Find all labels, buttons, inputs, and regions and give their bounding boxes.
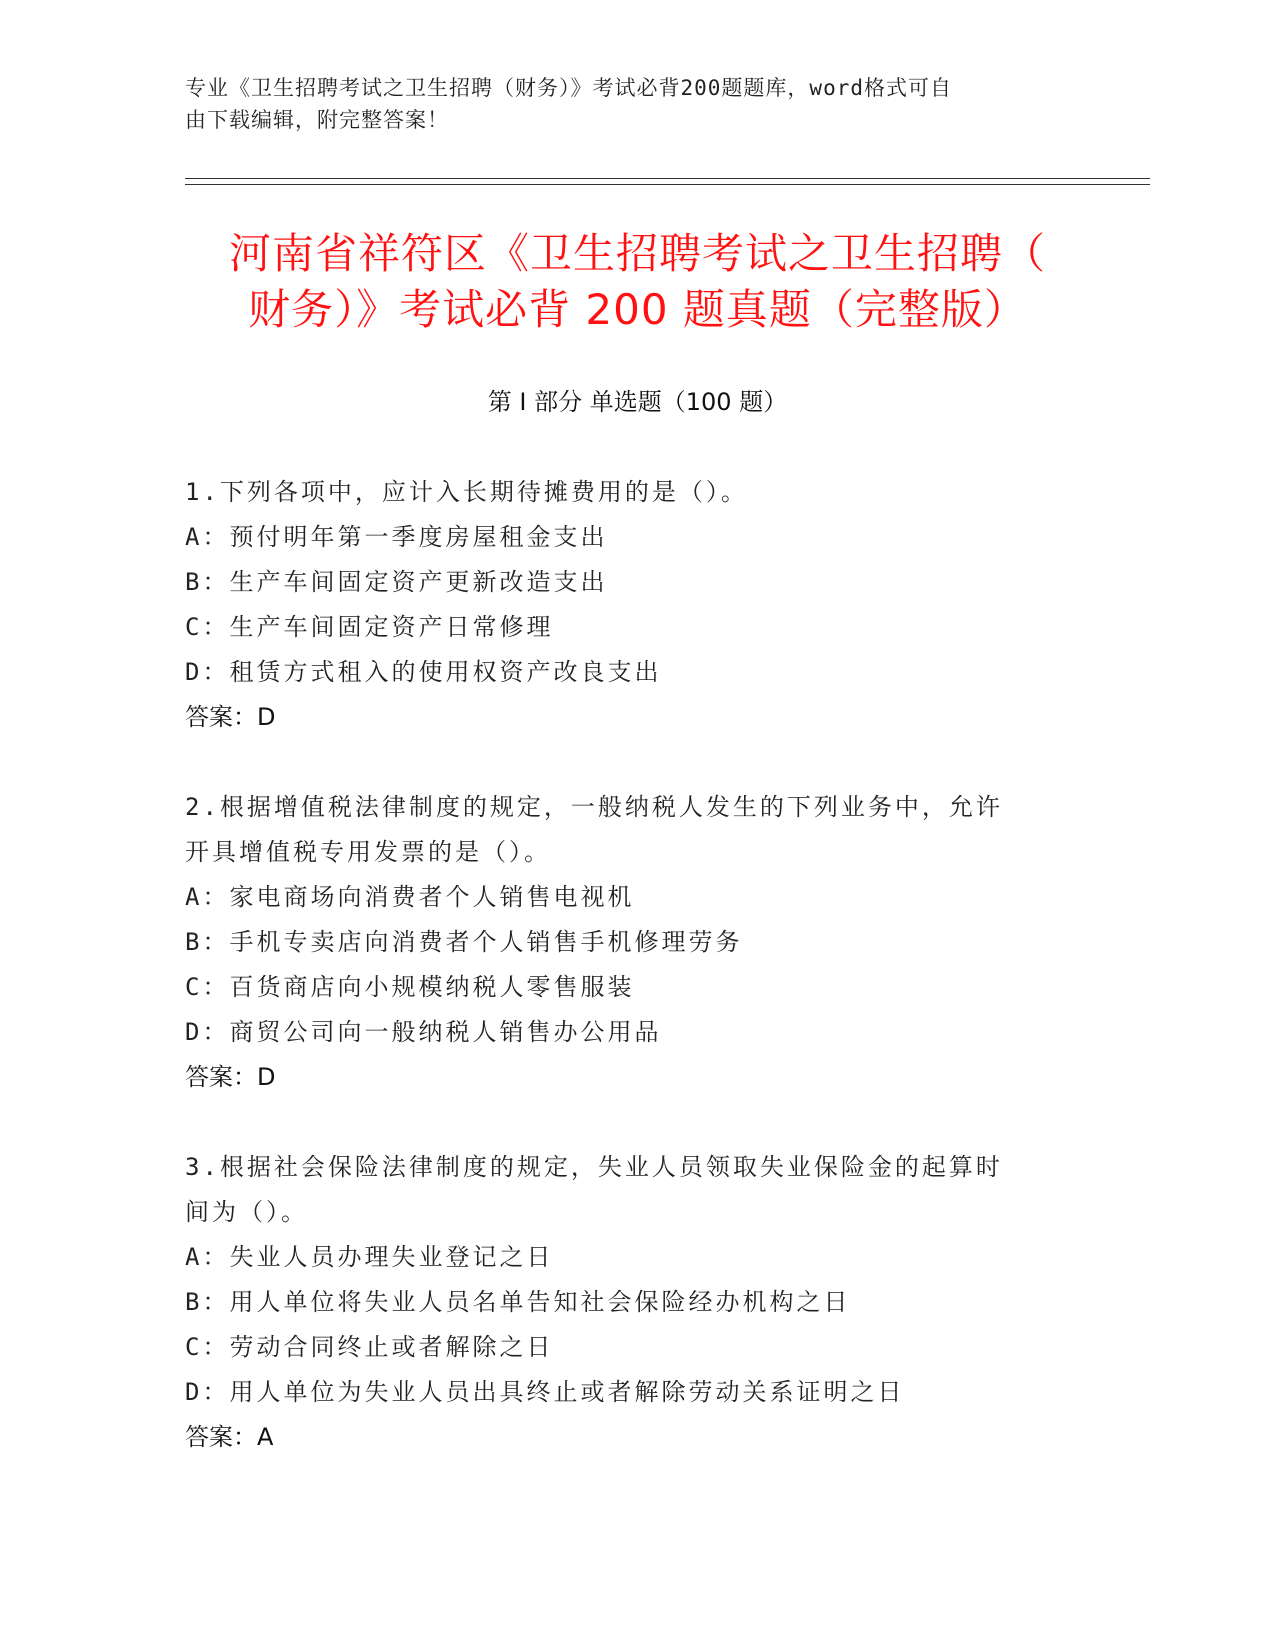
option-a: A：失业人员办理失业登记之日 <box>185 1243 554 1271</box>
header-note <box>185 72 1065 136</box>
question-item <box>185 1145 1065 1460</box>
title-line: 财务）》考试必背 200 题真题（完整版） <box>248 285 1027 334</box>
header-divider <box>185 178 1150 179</box>
question-stem: 3.根据社会保险法律制度的规定，失业人员领取失业保险金的起算时 <box>185 1153 1003 1181</box>
option-d: D：租赁方式租入的使用权资产改良支出 <box>185 658 662 686</box>
answer: 答案：D <box>185 1063 276 1091</box>
answer: 答案：D <box>185 703 276 731</box>
question-stem: 间为（）。 <box>185 1198 308 1226</box>
option-a: A：家电商场向消费者个人销售电视机 <box>185 883 635 911</box>
option-d: D：商贸公司向一般纳税人销售办公用品 <box>185 1018 662 1046</box>
option-d: D：用人单位为失业人员出具终止或者解除劳动关系证明之日 <box>185 1378 905 1406</box>
header-note-line: 专业《卫生招聘考试之卫生招聘（财务）》考试必背200题题库，word格式可自 <box>185 76 952 100</box>
answer: 答案：A <box>185 1423 274 1451</box>
question-item <box>185 785 1065 1100</box>
header-divider <box>185 184 1150 185</box>
section-heading: 第 I 部分 单选题（100 题） <box>487 388 788 416</box>
header-note-line: 由下载编辑，附完整答案！ <box>185 108 449 132</box>
option-c: C：生产车间固定资产日常修理 <box>185 613 554 641</box>
document-title <box>150 226 1125 338</box>
option-c: C：百货商店向小规模纳税人零售服装 <box>185 973 635 1001</box>
option-c: C：劳动合同终止或者解除之日 <box>185 1333 554 1361</box>
question-stem: 2.根据增值税法律制度的规定，一般纳税人发生的下列业务中，允许 <box>185 793 1003 821</box>
option-b: B：生产车间固定资产更新改造支出 <box>185 568 608 596</box>
question-stem: 开具增值税专用发票的是（）。 <box>185 838 551 866</box>
option-b: B：手机专卖店向消费者个人销售手机修理劳务 <box>185 928 743 956</box>
question-list <box>185 470 1065 1505</box>
title-line: 河南省祥符区《卫生招聘考试之卫生招聘（ <box>228 229 1046 278</box>
option-a: A：预付明年第一季度房屋租金支出 <box>185 523 608 551</box>
question-item <box>185 470 1065 740</box>
option-b: B：用人单位将失业人员名单告知社会保险经办机构之日 <box>185 1288 851 1316</box>
question-stem: 1.下列各项中，应计入长期待摊费用的是（）。 <box>185 478 748 506</box>
